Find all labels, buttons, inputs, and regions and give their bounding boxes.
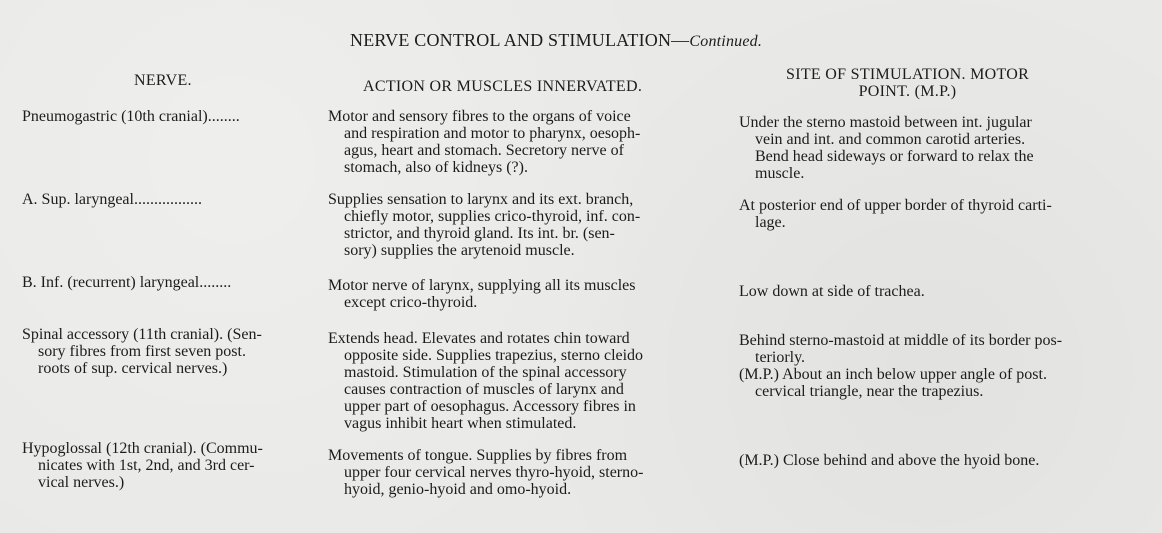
row-2-site-line-2: lage. [755,214,786,231]
row-1-nerve [22,108,318,125]
row-3-action-line-2: except crico-thyroid. [344,294,478,311]
row-3-action-line-1: Motor nerve of larynx, supplying all its muscles [328,277,636,294]
row-2-site [739,197,1141,231]
row-1-site-line-2: vein and int. and common carotid arteries. [755,131,1026,148]
row-2-action-line-1: Supplies sensation to larynx and its ext. branch, [328,191,634,208]
row-4-site-line-3: (M.P.) About an inch below upper angle of post. [739,366,1047,383]
row-4-site [739,332,1141,400]
row-5-site [739,452,1141,469]
header-site-line-2: POINT. (M.P.) [858,83,957,100]
row-3-nerve-line-1: B. Inf. (recurrent) laryngeal........ [22,274,232,291]
row-1-site [739,114,1141,182]
row-1-nerve-line-1: Pneumogastric (10th cranial)........ [22,108,240,125]
row-4-nerve-line-3: roots of sup. cervical nerves.) [38,360,228,377]
row-4-nerve [22,326,318,377]
header-site-line-1: SITE OF STIMULATION. MOTOR [786,66,1030,83]
row-4-action-line-3: mastoid. Stimulation of the spinal accessory [344,364,627,381]
row-4-action-line-5: upper part of oesophagus. Accessory fibres in [344,398,636,415]
row-4-site-line-2: teriorly. [755,349,806,366]
row-3-action [328,277,726,311]
row-5-nerve-line-3: vical nerves.) [38,474,125,491]
row-1-action-line-4: stomach, also of kidneys (?). [344,159,528,176]
row-4-action-line-4: causes contraction of muscles of larynx and [344,381,624,398]
row-2-nerve-line-1: A. Sup. laryngeal................. [22,191,202,208]
row-3-site [739,283,1141,300]
title-main: NERVE CONTROL AND STIMULATION— [350,30,690,50]
row-1-action-line-2: and respiration and motor to pharynx, oesoph- [344,125,641,142]
row-5-action-line-2: upper four cervical nerves thyro-hyoid, sterno- [344,464,644,481]
row-2-site-line-1: At posterior end of upper border of thyroid carti- [739,197,1052,214]
row-5-nerve-line-1: Hypoglossal (12th cranial). (Commu- [22,440,263,457]
row-4-nerve-line-2: sory fibres from first seven post. [38,343,246,360]
row-4-site-line-1: Behind sterno-mastoid at middle of its border pos- [739,332,1063,349]
row-5-action-line-3: hyoid, genio-hyoid and omo-hyoid. [344,481,572,498]
row-2-action-line-3: strictor, and thyroid gland. Its int. br. (sen- [344,225,615,242]
row-2-nerve [22,191,318,208]
row-2-action-line-2: chiefly motor, supplies crico-thyroid, inf. con- [344,208,641,225]
page-title [350,30,762,51]
row-4-nerve-line-1: Spinal accessory (11th cranial). (Sen- [22,326,262,343]
row-1-site-line-3: Bend head sideways or forward to relax the [755,148,1034,165]
row-2-action-line-4: sory) supplies the arytenoid muscle. [344,242,575,259]
row-5-action-line-1: Movements of tongue. Supplies by fibres from [328,447,628,464]
row-1-action [328,108,726,176]
row-5-nerve-line-2: nicates with 1st, 2nd, and 3rd cer- [38,457,255,474]
header-site [786,66,1029,100]
row-5-site-line-1: (M.P.) Close behind and above the hyoid bone. [739,452,1040,469]
row-1-action-line-3: agus, heart and stomach. Secretory nerve of [344,142,624,159]
row-5-action [328,447,726,498]
row-3-site-line-1: Low down at side of trachea. [739,283,925,300]
row-1-site-line-4: muscle. [755,165,805,182]
row-3-nerve [22,274,318,291]
row-2-action [328,191,726,259]
row-4-action-line-1: Extends head. Elevates and rotates chin toward [328,330,630,347]
row-1-site-line-1: Under the sterno mastoid between int. jugular [739,114,1032,131]
header-action: ACTION OR MUSCLES INNERVATED. [363,78,643,95]
header-nerve: NERVE. [134,72,192,89]
row-1-action-line-1: Motor and sensory fibres to the organs of voice [328,108,631,125]
row-4-action [328,330,726,432]
row-5-nerve [22,440,318,491]
row-4-site-line-4: cervical triangle, near the trapezius. [755,383,984,400]
title-continued: Continued. [689,33,763,50]
row-4-action-line-6: vagus inhibit heart when stimulated. [344,415,577,432]
row-4-action-line-2: opposite side. Supplies trapezius, sterno cleido [344,347,644,364]
